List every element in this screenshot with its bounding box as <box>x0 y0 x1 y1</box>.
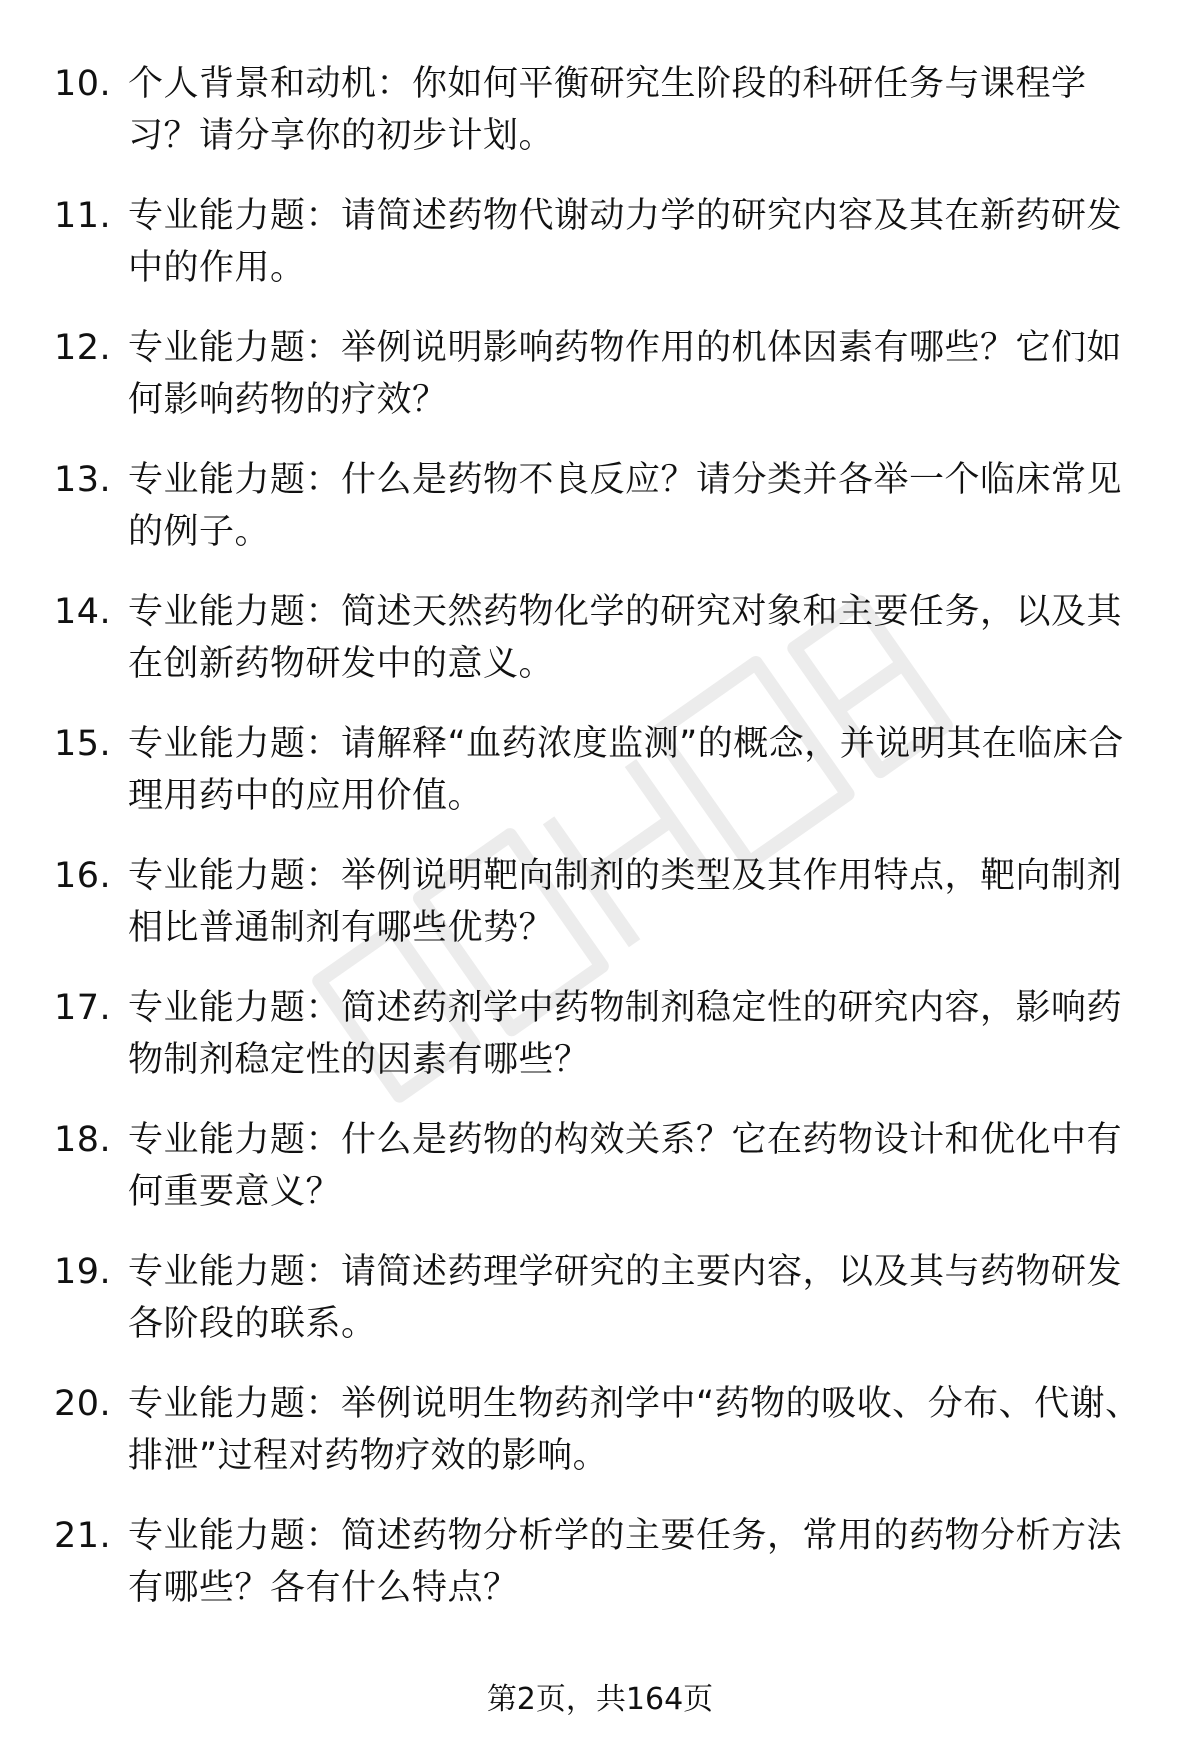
question-number: 17. <box>54 988 112 1028</box>
question-text: 专业能力题：举例说明生物药剂学中“药物的吸收、分布、代谢、排泄”过程对药物疗效的影响。 <box>128 1384 1141 1476</box>
question-item <box>54 322 1144 426</box>
question-number: 20. <box>54 1384 112 1424</box>
question-text: 专业能力题：请简述药物代谢动力学的研究内容及其在新药研发中的作用。 <box>128 196 1123 288</box>
question-text: 专业能力题：简述天然药物化学的研究对象和主要任务，以及其在创新药物研发中的意义。 <box>128 592 1123 684</box>
page-footer: 第2页，共164页 <box>486 1682 714 1717</box>
question-text: 专业能力题：什么是药物不良反应？请分类并各举一个临床常见的例子。 <box>128 460 1123 552</box>
question-item <box>54 1246 1144 1350</box>
question-number: 12. <box>54 328 112 368</box>
question-number: 14. <box>54 592 112 632</box>
question-number: 21. <box>54 1516 112 1556</box>
question-number: 16. <box>54 856 112 896</box>
question-text: 个人背景和动机：你如何平衡研究生阶段的科研任务与课程学习？请分享你的初步计划。 <box>128 64 1087 156</box>
question-text: 专业能力题：什么是药物的构效关系？它在药物设计和优化中有何重要意义？ <box>128 1120 1123 1212</box>
question-item <box>54 1378 1144 1482</box>
question-item <box>54 982 1144 1086</box>
question-item <box>54 718 1144 822</box>
question-item <box>54 1114 1144 1218</box>
question-number: 15. <box>54 724 112 764</box>
question-number: 11. <box>54 196 112 236</box>
question-number: 19. <box>54 1252 112 1292</box>
question-number: 18. <box>54 1120 112 1160</box>
question-list <box>54 58 1144 1642</box>
question-text: 专业能力题：请简述药理学研究的主要内容，以及其与药物研发各阶段的联系。 <box>128 1252 1123 1344</box>
question-text: 专业能力题：简述药剂学中药物制剂稳定性的研究内容，影响药物制剂稳定性的因素有哪些？ <box>128 988 1123 1080</box>
question-number: 13. <box>54 460 112 500</box>
question-item <box>54 190 1144 294</box>
question-item <box>54 1510 1144 1614</box>
question-number: 10. <box>54 64 112 104</box>
question-item <box>54 454 1144 558</box>
question-item <box>54 586 1144 690</box>
question-text: 专业能力题：简述药物分析学的主要任务，常用的药物分析方法有哪些？各有什么特点？ <box>128 1516 1123 1608</box>
question-text: 专业能力题：举例说明影响药物作用的机体因素有哪些？它们如何影响药物的疗效？ <box>128 328 1123 420</box>
question-item <box>54 850 1144 954</box>
question-item <box>54 58 1144 162</box>
question-text: 专业能力题：请解释“血药浓度监测”的概念，并说明其在临床合理用药中的应用价值。 <box>128 724 1124 816</box>
question-text: 专业能力题：举例说明靶向制剂的类型及其作用特点，靶向制剂相比普通制剂有哪些优势？ <box>128 856 1123 948</box>
